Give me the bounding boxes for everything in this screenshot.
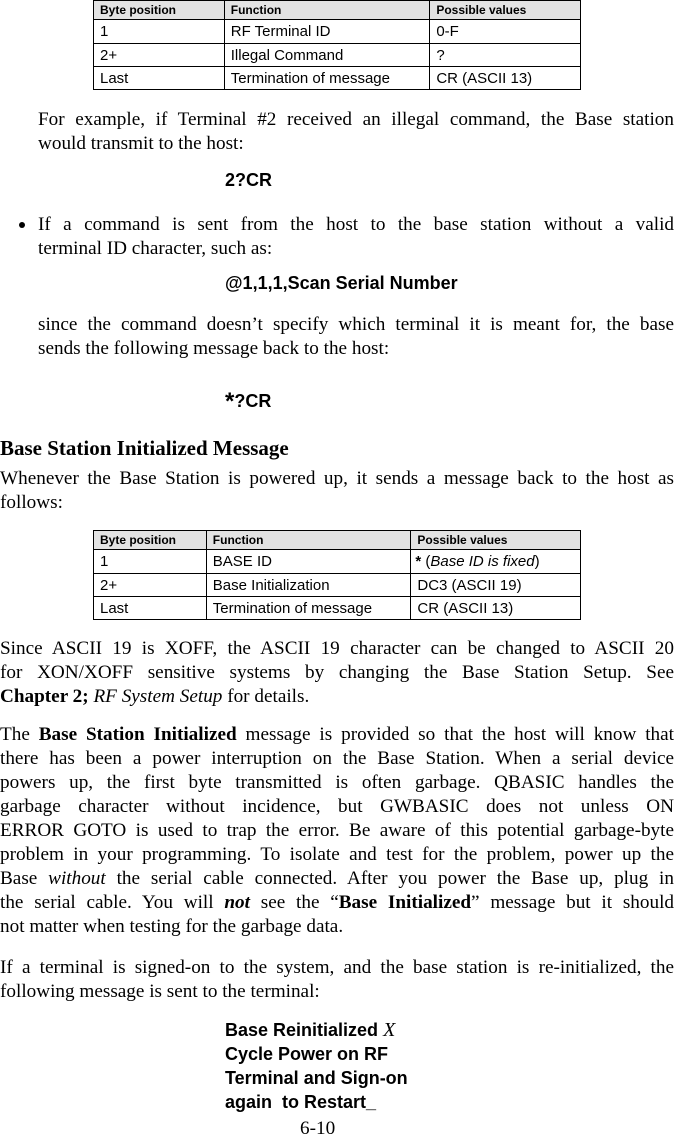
table-cell: ? xyxy=(430,44,581,67)
column-header: Byte position xyxy=(94,1,225,20)
table-row xyxy=(94,597,581,620)
text-line: garbage character without incidence, but GWBASIC does not unless ON xyxy=(0,796,674,817)
table-cell: 2+ xyxy=(94,574,207,597)
emphasis: not xyxy=(224,892,250,913)
section-intro xyxy=(0,467,674,515)
text-line: ERROR GOTO is used to trap the error. Be aware of this potential garbage-byte xyxy=(0,820,674,841)
column-header: Function xyxy=(224,1,430,20)
section-heading: Base Station Initialized Message xyxy=(0,436,289,460)
example-paragraph xyxy=(38,108,674,156)
table-cell: DC3 (ASCII 19) xyxy=(411,574,581,597)
chapter-ref: Chapter 2; xyxy=(0,686,89,707)
xoff-paragraph xyxy=(0,637,674,709)
initialized-paragraph xyxy=(0,723,674,939)
text-line: sends the following message back to the host: xyxy=(38,338,390,359)
table-cell: Last xyxy=(94,597,207,620)
text: message is provided so that the host will know that xyxy=(236,724,674,745)
text-line: If a terminal is signed-on to the system, and the base station is re-initialized, the xyxy=(0,957,674,978)
column-header: Possible values xyxy=(430,1,581,20)
table-cell: 2+ xyxy=(94,44,225,67)
message-line: Terminal and Sign-on xyxy=(225,1068,408,1088)
text-line: problem in your programming. To isolate and test for the problem, power up the xyxy=(0,844,674,865)
table-row xyxy=(94,574,581,597)
message-line: again to Restart_ xyxy=(225,1092,377,1112)
table-cell: CR (ASCII 13) xyxy=(430,67,581,90)
bold-term: Base Initialized xyxy=(338,892,472,913)
text-line xyxy=(0,891,674,915)
reinit-paragraph xyxy=(0,956,674,1004)
reply-code xyxy=(225,386,271,414)
table-row xyxy=(94,20,581,44)
table-cell: 1 xyxy=(94,550,207,574)
column-header: Function xyxy=(206,531,411,550)
text-line: follows: xyxy=(0,492,63,513)
asterisk: * xyxy=(225,388,235,415)
text: see the “ xyxy=(249,892,339,913)
table-header-row xyxy=(94,1,581,20)
table-header-row xyxy=(94,531,581,550)
table-cell: Termination of message xyxy=(206,597,411,620)
paren: ( xyxy=(421,553,431,570)
text: ” message but it should xyxy=(471,892,674,913)
table-row xyxy=(94,44,581,67)
emphasis: without xyxy=(48,868,106,889)
paren: ) xyxy=(534,553,540,570)
init-message-table xyxy=(93,530,581,620)
note: Base ID is fixed xyxy=(430,553,535,570)
chapter-title: RF System Setup xyxy=(93,686,223,707)
table-row xyxy=(94,550,581,574)
table-cell: 1 xyxy=(94,20,225,44)
asterisk: * xyxy=(415,553,422,570)
column-header: Possible values xyxy=(411,531,581,550)
table-cell: Illegal Command xyxy=(224,44,430,67)
page-number: 6-10 xyxy=(300,1118,336,1139)
table-cell: CR (ASCII 13) xyxy=(411,597,581,620)
text: Base Reinitialized xyxy=(225,1020,384,1040)
text-line: Whenever the Base Station is powered up, it sends a message back to the host as xyxy=(0,468,674,489)
bullet-paragraph xyxy=(38,213,674,261)
reply-code-rest: ?CR xyxy=(234,391,272,411)
text-line: terminal ID character, such as: xyxy=(38,238,273,259)
table-cell xyxy=(411,550,581,574)
text-line xyxy=(0,723,674,747)
table-cell: RF Terminal ID xyxy=(224,20,430,44)
bold-term: Base Station Initialized xyxy=(38,724,237,745)
text-line xyxy=(0,867,674,891)
text-line: would transmit to the host: xyxy=(38,133,244,154)
text-line: For example, if Terminal #2 received an illegal command, the Base station xyxy=(38,109,674,130)
text: the serial cable. You will xyxy=(0,892,225,913)
column-header: Byte position xyxy=(94,531,207,550)
text: Base xyxy=(0,868,49,889)
text: The xyxy=(0,724,39,745)
example-code: 2?CR xyxy=(225,170,273,190)
text-line: following message is sent to the terminal: xyxy=(0,981,320,1002)
table-cell: BASE ID xyxy=(206,550,411,574)
text-line: for XON/XOFF sensitive systems by changing the Base Station Setup. See xyxy=(0,662,674,683)
table-cell: Termination of message xyxy=(224,67,430,90)
text-line: since the command doesn’t specify which terminal it is meant for, the base xyxy=(38,314,674,335)
response-format-table xyxy=(93,0,581,90)
text: the serial cable connected. After you power the Base up, plug in xyxy=(105,868,674,889)
text-line: If a command is sent from the host to the base station without a valid xyxy=(38,214,674,235)
message-line xyxy=(225,1018,408,1042)
text-line xyxy=(0,685,674,709)
terminal-message xyxy=(225,1018,408,1114)
invalid-command-code: @1,1,1,Scan Serial Number xyxy=(225,273,458,293)
bullet-followup-paragraph xyxy=(38,313,674,361)
table-cell: Last xyxy=(94,67,225,90)
text-line: Since ASCII 19 is XOFF, the ASCII 19 character can be changed to ASCII 20 xyxy=(0,638,674,659)
table-cell: 0-F xyxy=(430,20,581,44)
text-line: not matter when testing for the garbage data. xyxy=(0,916,344,937)
table-cell: Base Initialization xyxy=(206,574,411,597)
text: for details. xyxy=(222,686,310,707)
text-line: there has been a power interruption on the Base Station. When a serial device xyxy=(0,748,674,769)
bullet-icon xyxy=(19,222,25,228)
variable: X xyxy=(383,1019,396,1041)
table-row xyxy=(94,67,581,90)
text-line: powers up, the first byte transmitted is often garbage. QBASIC handles the xyxy=(0,772,674,793)
message-line: Cycle Power on RF xyxy=(225,1044,389,1064)
